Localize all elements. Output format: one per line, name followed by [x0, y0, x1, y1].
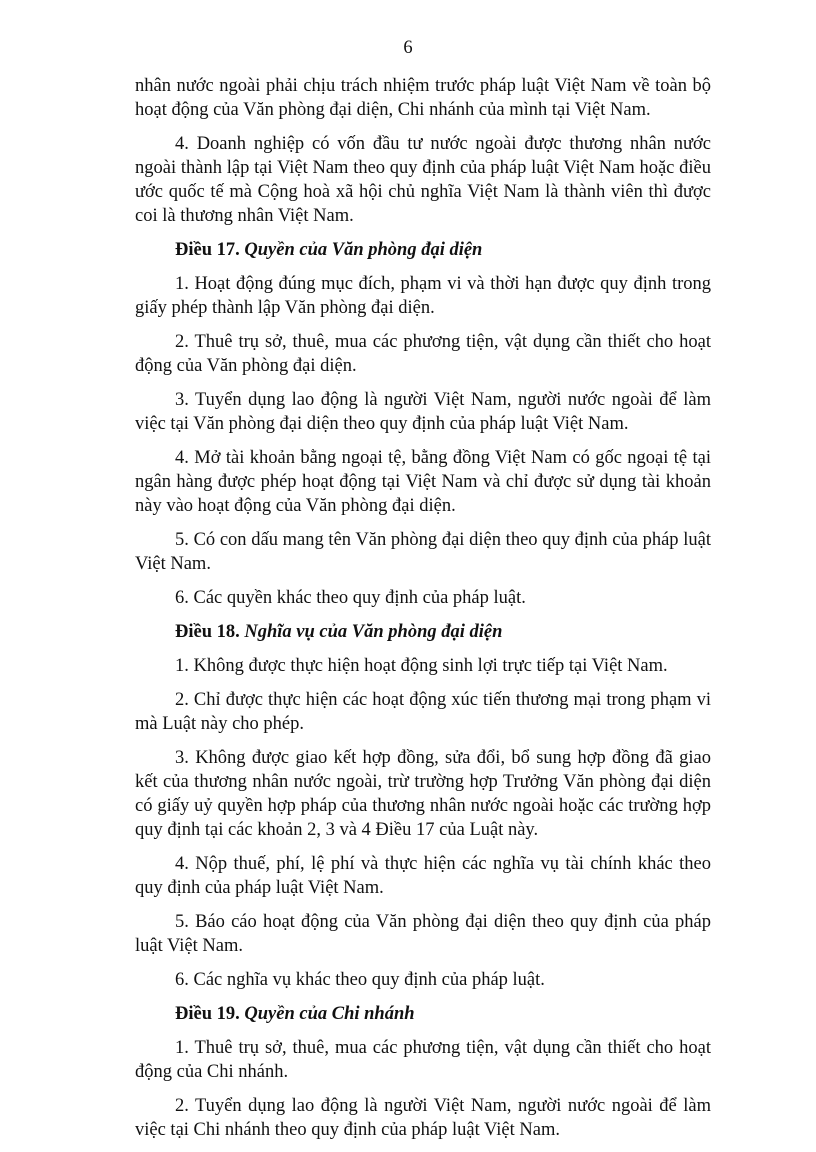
clause-paragraph: 3. Tuyển dụng lao động là người Việt Nam, người nước ngoài để làm việc tại Văn phòng đại diện theo quy định của pháp luật Việt Nam. — [135, 390, 711, 434]
article-heading — [135, 620, 711, 644]
document-body — [135, 74, 711, 1152]
clause-paragraph: 1. Hoạt động đúng mục đích, phạm vi và thời hạn được quy định trong giấy phép thành lập Văn phòng đại diện. — [135, 274, 711, 318]
continued-paragraph: nhân nước ngoài phải chịu trách nhiệm trước pháp luật Việt Nam về toàn bộ hoạt động của Văn phòng đại diện, Chi nhánh của mình tại Việt Nam. — [135, 76, 711, 120]
clause-paragraph: 1. Không được thực hiện hoạt động sinh lợi trực tiếp tại Việt Nam. — [175, 656, 668, 676]
clause-paragraph: 4. Doanh nghiệp có vốn đầu tư nước ngoài được thương nhân nước ngoài thành lập tại Việt Nam theo quy định của pháp luật Việt Nam hoặc điều ước quốc tế mà Cộng hoà xã hội chủ nghĩa Việt Nam là thành viên thì được coi là thương nhân Việt Nam. — [135, 134, 711, 226]
article-title: Nghĩa vụ của Văn phòng đại diện — [244, 622, 503, 642]
page-number: 6 — [403, 38, 413, 58]
article-number: Điều 17. — [175, 240, 240, 260]
article-title: Quyền của Văn phòng đại diện — [244, 240, 483, 260]
clause-paragraph: 2. Tuyển dụng lao động là người Việt Nam, người nước ngoài để làm việc tại Chi nhánh theo quy định của pháp luật Việt Nam. — [135, 1096, 711, 1140]
clause-paragraph: 2. Thuê trụ sở, thuê, mua các phương tiện, vật dụng cần thiết cho hoạt động của Văn phòng đại diện. — [135, 332, 711, 376]
clause-paragraph: 2. Chỉ được thực hiện các hoạt động xúc tiến thương mại trong phạm vi mà Luật này cho phép. — [135, 690, 711, 734]
article-heading — [135, 238, 711, 262]
clause-paragraph: 5. Có con dấu mang tên Văn phòng đại diện theo quy định của pháp luật Việt Nam. — [135, 530, 711, 574]
article-number: Điều 18. — [175, 622, 240, 642]
clause-paragraph: 5. Báo cáo hoạt động của Văn phòng đại diện theo quy định của pháp luật Việt Nam. — [135, 912, 711, 956]
clause-paragraph: 6. Các nghĩa vụ khác theo quy định của pháp luật. — [175, 970, 545, 990]
clause-paragraph: 6. Các quyền khác theo quy định của pháp luật. — [175, 588, 526, 608]
article-title: Quyền của Chi nhánh — [244, 1004, 415, 1024]
article-heading — [135, 1002, 711, 1026]
clause-paragraph: 3. Không được giao kết hợp đồng, sửa đổi, bổ sung hợp đồng đã giao kết của thương nhân nước ngoài, trừ trường hợp Trưởng Văn phòng đại diện có giấy uỷ quyền hợp pháp của thương nhân nước ngoài hoặc các trường hợp quy định tại các khoản 2, 3 và 4 Điều 17 của Luật này. — [135, 748, 711, 840]
clause-paragraph: 4. Nộp thuế, phí, lệ phí và thực hiện các nghĩa vụ tài chính khác theo quy định của pháp luật Việt Nam. — [135, 854, 711, 898]
clause-paragraph: 4. Mở tài khoản bằng ngoại tệ, bằng đồng Việt Nam có gốc ngoại tệ tại ngân hàng được phép hoạt động tại Việt Nam và chỉ được sử dụng tài khoản này vào hoạt động của Văn phòng đại diện. — [135, 448, 711, 516]
article-number: Điều 19. — [175, 1004, 240, 1024]
clause-paragraph: 1. Thuê trụ sở, thuê, mua các phương tiện, vật dụng cần thiết cho hoạt động của Chi nhánh. — [135, 1038, 711, 1082]
